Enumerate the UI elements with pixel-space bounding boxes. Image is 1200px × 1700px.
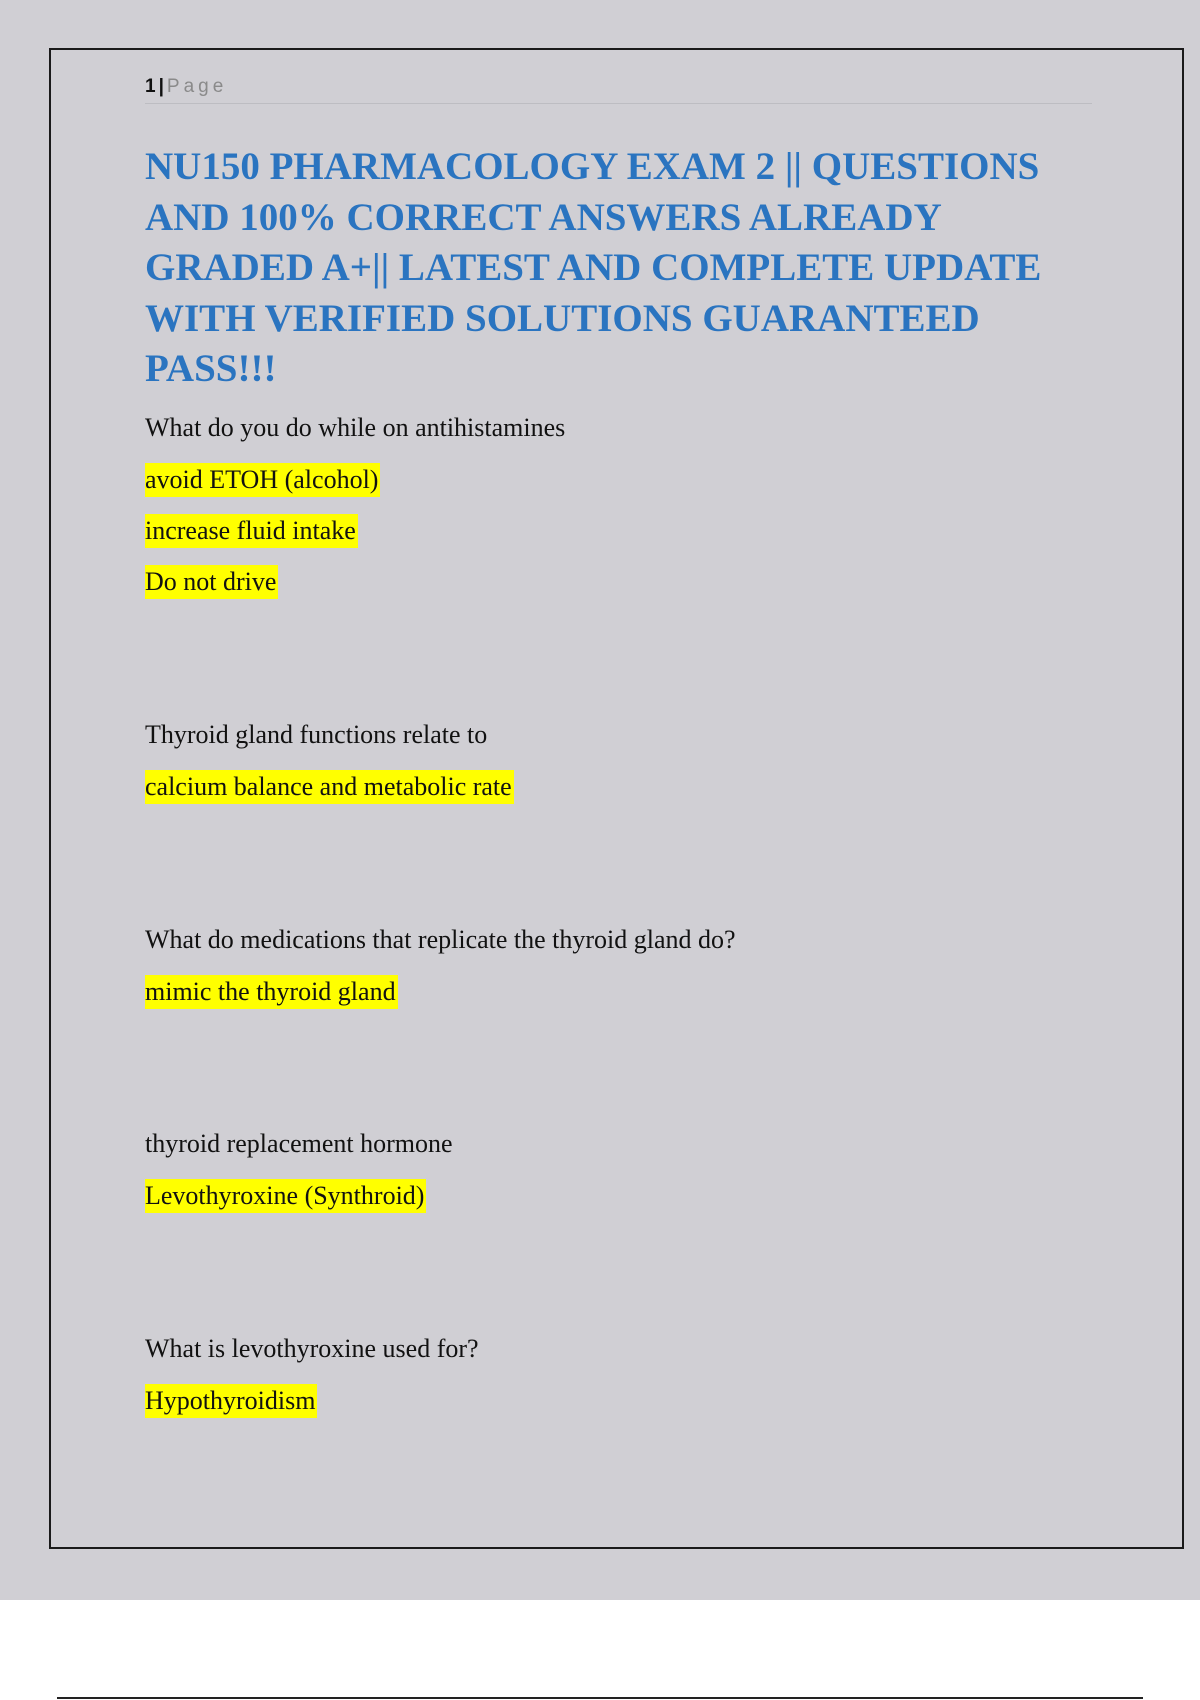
answer-text: avoid ETOH (alcohol)	[145, 463, 380, 497]
question-text: What is levothyroxine used for?	[145, 1334, 479, 1363]
question-text: Thyroid gland functions relate to	[145, 720, 488, 749]
page-separator: |	[158, 76, 164, 97]
page-header	[145, 73, 1092, 104]
answer-text: increase fluid intake	[145, 514, 358, 548]
question-text: What do you do while on antihistamines	[145, 413, 566, 442]
qa-item	[145, 1127, 1105, 1213]
answer-text: Hypothyroidism	[145, 1384, 317, 1418]
page-number: 1	[145, 76, 156, 97]
answer-text: calcium balance and metabolic rate	[145, 770, 514, 804]
question-text: thyroid replacement hormone	[145, 1129, 453, 1158]
qa-item	[145, 923, 1105, 1009]
answer-text: mimic the thyroid gland	[145, 975, 398, 1009]
footer-rule	[57, 1697, 1143, 1699]
document-title: NU150 PHARMACOLOGY EXAM 2 || QUESTIONS AND 100% CORRECT ANSWERS ALREADY GRADED A+|| LATEST AND COMPLETE UPDATE WITH VERIFIED SOLUTIONS GUARANTEED PASS!!!	[145, 145, 1042, 390]
qa-item	[145, 411, 1105, 599]
question-text: What do medications that replicate the thyroid gland do?	[145, 925, 736, 954]
qa-item	[145, 1332, 1105, 1418]
answer-text: Levothyroxine (Synthroid)	[145, 1179, 426, 1213]
answer-text: Do not drive	[145, 565, 278, 599]
page-label: Page	[166, 76, 228, 97]
qa-item	[145, 718, 1105, 804]
